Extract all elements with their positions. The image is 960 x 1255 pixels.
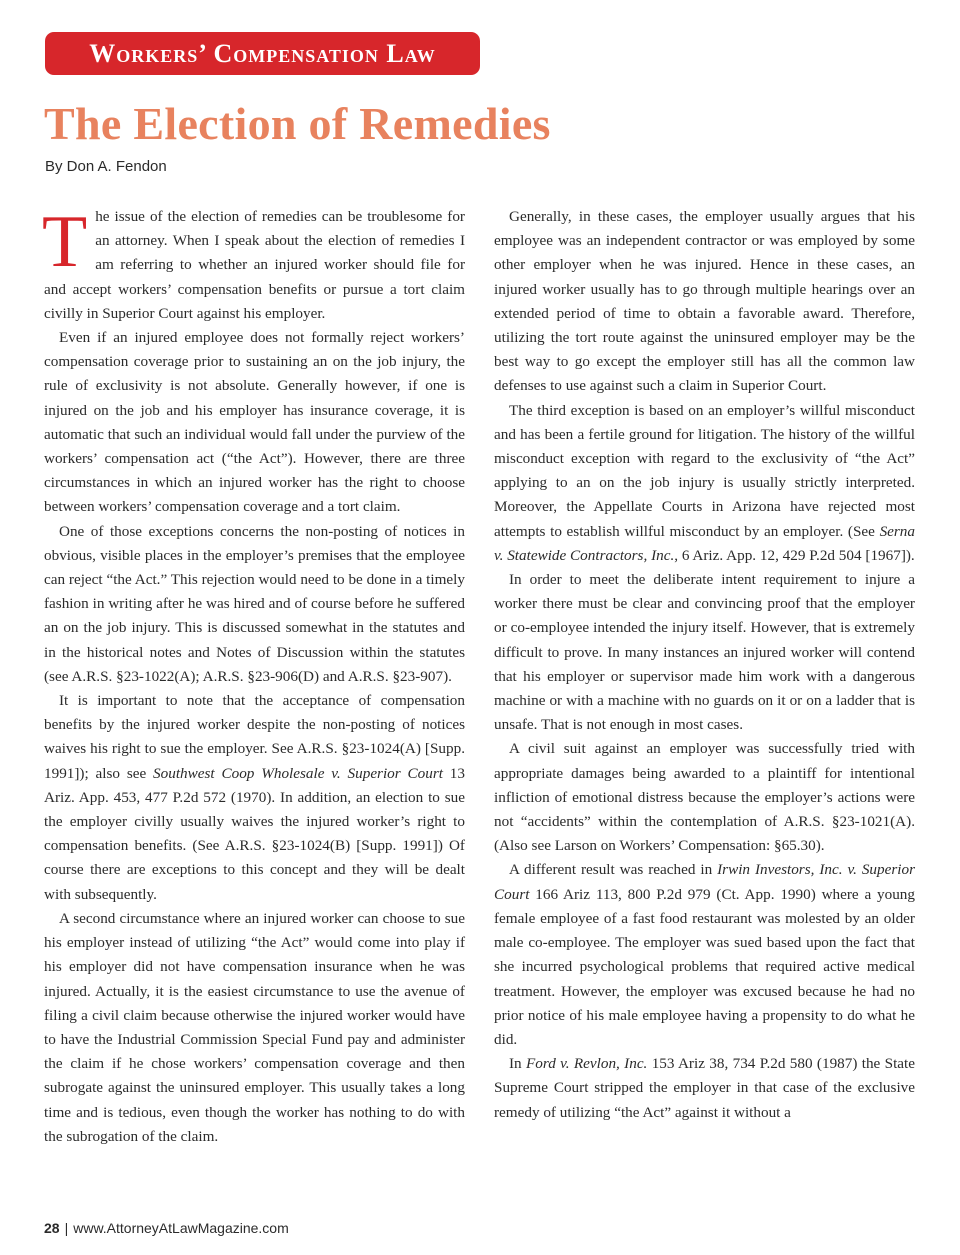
footer-url[interactable]: www.AttorneyAtLawMagazine.com bbox=[73, 1220, 289, 1236]
paragraph-text: , 6 Ariz. App. 12, 429 P.2d 504 [1967]). bbox=[674, 546, 915, 564]
paragraph bbox=[494, 1052, 915, 1125]
paragraph: A civil suit against an employer was successfully tried with appropriate damages being awarded to a plaintiff for intentional infliction of emotional distress because the employer’s actions were not “accidents” within the contemplation of A.R.S. §23-1021(A). (Also see Larson on Workers’ Compensation: §65.30). bbox=[494, 740, 915, 855]
paragraph-text: he issue of the election of remedies can be troublesome for an attorney. When I speak about the election of remedies I am referring to whether an injured worker should file for and accept workers’ compensation benefits or pursue a tort claim civilly in Superior Court against his employer. bbox=[44, 208, 465, 322]
page-number: 28 bbox=[44, 1220, 60, 1236]
paragraph-text: 153 Ariz 38, 734 P.2d 580 (1987) the State Supreme Court stripped the employer in that case of the exclusive remedy of utilizing “the Act” against it without a bbox=[494, 1055, 915, 1121]
paragraph: Generally, in these cases, the employer usually argues that his employee was an independent contractor or was employed by some other employer when he was injured. Hence in these cases, an injured worker usually has to go through multiple hearings over an extended period of time to obtain a favorable award. Therefore, utilizing the tort route against the uninsured employer may be the best way to go except the employer still has all the common law defenses to use against such a claim in Superior Court. bbox=[494, 208, 915, 395]
paragraph bbox=[494, 399, 915, 568]
byline: By Don A. Fendon bbox=[45, 158, 167, 175]
paragraph bbox=[44, 689, 465, 907]
paragraph-text: 166 Ariz 113, 800 P.2d 979 (Ct. App. 1990) where a young female employee of a fast food restaurant was molested by an older male co-employee. The employer was sued based upon the fact that she incurred psychological problems that required active medical treatment. However, the employer was excused because he had no prior notice of his male employee having a propensity to do what he did. bbox=[494, 885, 915, 1048]
paragraph-text: The third exception is based on an employer’s willful misconduct and has been a fertile ground for litigation. The history of the willful misconduct exception with regard to the exclusivity of “the Act” applying to an on the job injury is usually strictly interpreted. Moreover, the Appellate Courts in Arizona have rejected most attempts to establish willful misconduct by an employer. (See bbox=[494, 401, 915, 540]
paragraph bbox=[494, 858, 915, 1052]
section-banner bbox=[45, 32, 480, 75]
paragraph-text: A different result was reached in bbox=[509, 861, 718, 879]
paragraph: In order to meet the deliberate intent requirement to injure a worker there must be clear and convincing proof that the employer or co-employee intended the injury itself. However, that is extremely difficult to prove. In many instances an injured worker will contend that his employer or supervisor made him work with a dangerous machine or with a machine with no guards on it or on a ladder that is unsafe. That is not enough in most cases. bbox=[494, 571, 915, 734]
case-citation: Irwin Investors, Inc. v. Superior Court bbox=[494, 861, 915, 903]
page-footer bbox=[44, 1220, 289, 1236]
case-citation: Serna v. Statewide Contractors, Inc. bbox=[494, 522, 915, 564]
paragraph: Even if an injured employee does not formally reject workers’ compensation coverage prior to sustaining an on the job injury, the rule of exclusivity is not absolute. Generally however, if one is injured on the job and his employer has insurance coverage, it is automatic that such an individual would fall under the purview of the workers’ compensation act (“the Act”). However, there are three circumstances in which an injured worker has the right to choose between workers’ compensation coverage and a tort claim. bbox=[44, 329, 465, 516]
footer-separator: | bbox=[64, 1220, 69, 1236]
paragraph-text: In bbox=[509, 1055, 526, 1073]
paragraph: A second circumstance where an injured worker can choose to sue his employer instead of utilizing “the Act” would come into play if his employer did not have compensation insurance when he was injured. Actually, it is the easiest circumstance to use the avenue of filing a civil claim because otherwise the injured worker would have to have the Industrial Commission Special Fund pay and administer the claim if he chose workers’ compensation coverage and then subrogate against the uninsured employer. This usually takes a long time and is tedious, even though the worker has nothing to do with the subrogation of the claim. bbox=[44, 909, 465, 1145]
case-citation: Ford v. Revlon, Inc. bbox=[525, 1055, 648, 1073]
left-column bbox=[42, 201, 465, 1149]
paragraph: One of those exceptions concerns the non-posting of notices in obvious, visible places in the employer’s premises that the employee can reject “the Act.” This rejection would need to be done in a timely fashion in writing after he was hired and of course before he suffered an on the job injury. This is discussed somewhat in the statutes and in the historical notes and Notes of Discussion within the statutes (see A.R.S. §23-1022(A); A.R.S. §23-906(D) and A.R.S. §23-907). bbox=[44, 522, 465, 685]
drop-cap: T bbox=[42, 201, 88, 283]
paragraph-text: 13 Ariz. App. 453, 477 P.2d 572 (1970). In addition, an election to sue the employer civilly usually waives the injured worker’s right to compensation benefits. (See A.R.S. §23-1024(B) [Supp. 1991]) Of course there are exceptions to this concept and they will be dealt with subsequently. bbox=[44, 764, 465, 903]
article-title: The Election of Remedies bbox=[44, 98, 551, 149]
paragraph bbox=[42, 201, 465, 326]
case-citation: Southwest Coop Wholesale v. Superior Court bbox=[153, 764, 443, 782]
section-label: Workers’ Compensation Law bbox=[89, 38, 436, 68]
right-column bbox=[494, 205, 915, 1125]
paragraph-text: It is important to note that the acceptance of compensation benefits by the injured worker despite the non-posting of notices waives his right to sue the employer. See A.R.S. §23-1024(A) [Supp. 1991]); also see bbox=[44, 692, 465, 782]
